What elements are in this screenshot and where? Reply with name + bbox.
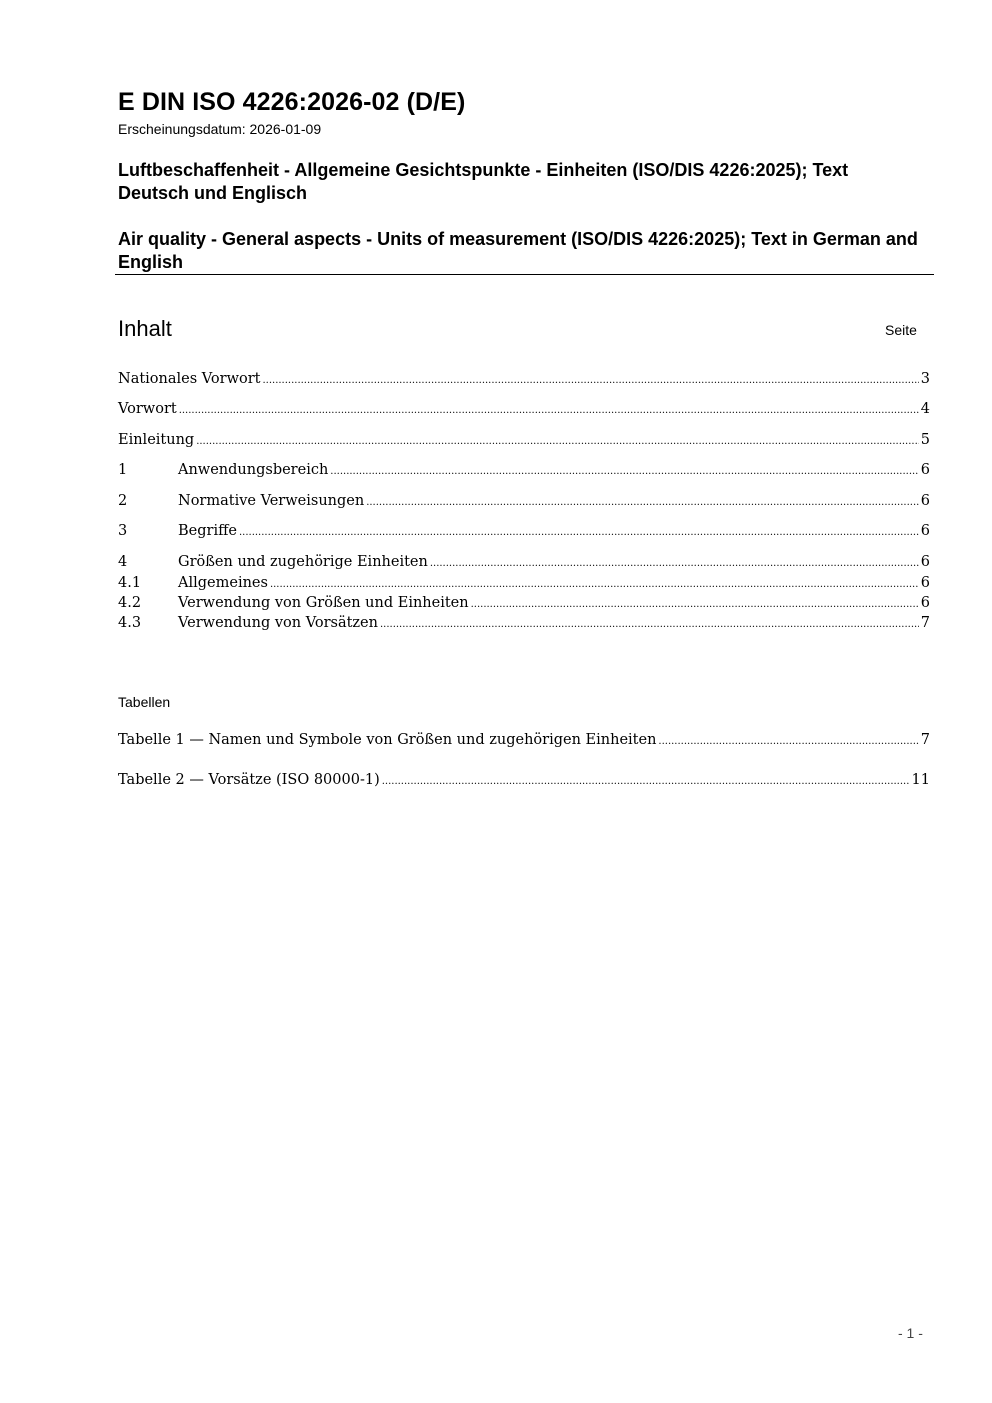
toc-page-label: Seite [885, 322, 917, 338]
toc-leader-dots [430, 554, 919, 570]
title-german: Luftbeschaffenheit - Allgemeine Gesichtspunkte - Einheiten (ISO/DIS 4226:2025); Text Deutsch und Englisch [118, 160, 849, 203]
toc-entry-page: 3 [920, 371, 930, 387]
tables-heading: Tabellen [118, 694, 171, 710]
toc-entry-page: 6 [920, 462, 930, 478]
toc-entry-title: Größen und zugehörige Einheiten [178, 554, 428, 570]
toc-entry-title: Normative Verweisungen [178, 493, 365, 509]
toc-entry-page: 6 [920, 595, 930, 611]
toc-leader-dots [262, 371, 918, 387]
toc-entry-title: Anwendungsbereich [178, 462, 329, 478]
toc-entry-title: Nationales Vorwort [118, 371, 261, 387]
toc-entry[interactable] [118, 432, 930, 452]
toc-heading: Inhalt [118, 316, 172, 341]
toc-leader-dots [270, 575, 919, 591]
toc-entry[interactable] [118, 462, 930, 482]
toc-entry-page: 4 [920, 401, 930, 417]
toc-entry-number: 4 [118, 554, 128, 570]
toc-leader-dots [330, 462, 918, 478]
toc-entry[interactable] [118, 615, 930, 635]
toc-entry-page: 6 [920, 575, 930, 591]
title-divider [115, 274, 934, 275]
toc-entry-title: Verwendung von Vorsätzen [178, 615, 378, 631]
toc-entry[interactable] [118, 401, 930, 421]
table-entry-page: 11 [911, 772, 930, 788]
toc-entry-title: Vorwort [118, 401, 177, 417]
table-list-entry[interactable] [118, 732, 930, 752]
toc-entry-title: Verwendung von Größen und Einheiten [178, 595, 469, 611]
document-id: E DIN ISO 4226:2026-02 (D/E) [118, 88, 466, 116]
toc-entry[interactable] [118, 575, 930, 595]
toc-leader-dots [196, 432, 919, 448]
page-number: - 1 - [898, 1325, 923, 1341]
toc-entry-number: 2 [118, 493, 128, 509]
toc-entry-number: 4.3 [118, 615, 142, 631]
toc-entry[interactable] [118, 493, 930, 513]
table-list-entry[interactable] [118, 772, 930, 792]
toc-leader-dots [382, 772, 910, 788]
toc-leader-dots [471, 595, 919, 611]
table-entry-page: 7 [920, 732, 930, 748]
title-english: Air quality - General aspects - Units of measurement (ISO/DIS 4226:2025); Text in German and English [118, 229, 918, 272]
toc-leader-dots [380, 615, 919, 631]
toc-leader-dots [179, 401, 919, 417]
toc-entry-number: 3 [118, 523, 128, 539]
toc-entry-page: 6 [920, 523, 930, 539]
toc-entry[interactable] [118, 595, 930, 615]
toc-entry-title: Einleitung [118, 432, 195, 448]
toc-entry-number: 1 [118, 462, 128, 478]
publication-date: Erscheinungsdatum: 2026-01-09 [118, 121, 322, 137]
toc-entry-number: 4.2 [118, 595, 142, 611]
toc-entry[interactable] [118, 554, 930, 574]
toc-entry-number: 4.1 [118, 575, 142, 591]
toc-entry-page: 5 [920, 432, 930, 448]
toc-entry-page: 7 [920, 615, 930, 631]
toc-entry-title: Begriffe [178, 523, 237, 539]
toc-entry-title: Allgemeines [178, 575, 268, 591]
table-entry-title: Tabelle 2 — Vorsätze (ISO 80000-1) [118, 772, 380, 788]
toc-leader-dots [366, 493, 919, 509]
toc-entry[interactable] [118, 523, 930, 543]
table-entry-title: Tabelle 1 — Namen und Symbole von Größen und zugehörigen Einheiten [118, 732, 657, 748]
toc-entry[interactable] [118, 371, 930, 391]
toc-leader-dots [239, 523, 919, 539]
toc-leader-dots [658, 732, 918, 748]
toc-entry-page: 6 [920, 493, 930, 509]
toc-entry-page: 6 [920, 554, 930, 570]
